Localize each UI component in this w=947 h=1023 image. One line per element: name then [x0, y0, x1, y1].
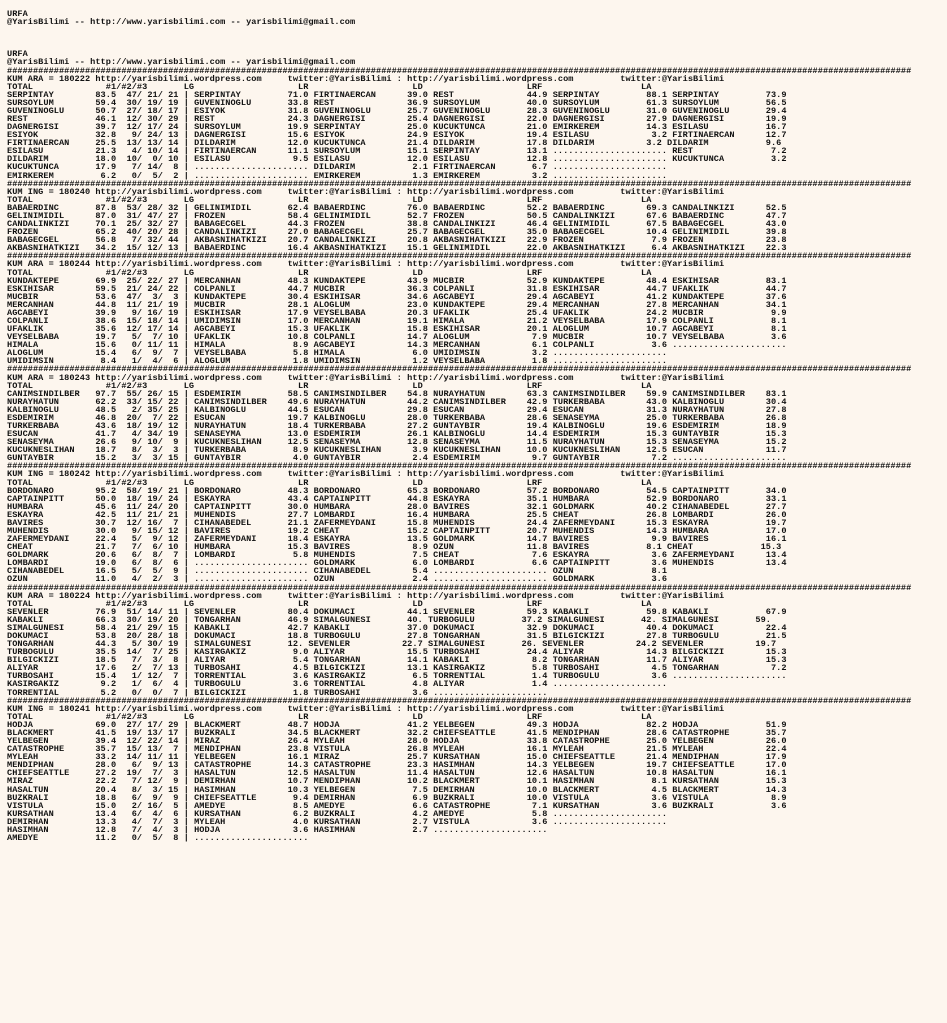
text-line: ESIYOK 32.8 9/ 24/ 13 | DAGNERGISI 15.6 ESIYOK 24.9 ESIYOK 19.4 ESILASU 3.2 FIRTINAERCAN 12.7	[7, 130, 787, 141]
text-line: GUVENINOGLU 50.7 27/ 18/ 17 | ESIYOK 31.8 GUVENINOGLU 25.7 GUVENINOGLU 28.3 GUVENINOGLU 31.0 GUVENINOGLU 29.4	[7, 105, 787, 116]
text-line: KUM ARA = 180224 http://yarisbilimi.wordpress.com twitter:@YarisBilimi : http://yarisbilimi.wordpress.com twitter:@YarisBilimi	[7, 590, 725, 601]
separator-line: ##############################################################################################################################################################################	[7, 65, 912, 76]
text-line: BAVIRES 30.7 12/ 16/ 7 | CIHANABEDEL 21.1 ZAFERMEYDANI 15.8 MUHENDIS 24.4 ZAFERMEYDANI 15.3 ESKAYRA 19.7	[7, 517, 787, 528]
text-line: MIRAZ 22.2 7/ 12/ 9 | DEMIRHAN 10.7 MENDIPHAN 10.2 BLACKMERT 10.1 HASIMHAN 8.1 KURSATHAN 15.3	[7, 776, 787, 787]
text-line: TOTAL #1/#2/#3 LG LR LD LRF LA	[7, 598, 652, 609]
text-line: TOTAL #1/#2/#3 LG LR LD LRF LA	[7, 711, 652, 722]
text-line: KALBINOGLU 48.5 2/ 35/ 25 | KALBINOGLU 44.5 ESUCAN 29.8 ESUCAN 29.4 ESUCAN 31.3 NURAYHATUN 27.8	[7, 404, 787, 415]
text-line	[7, 42, 945, 50]
text-line: TOTAL #1/#2/#3 LG LR LD LRF LA	[7, 194, 652, 205]
text-line: ALOGLUM 15.4 6/ 9/ 7 | VEYSELBABA 5.8 HIMALA 6.0 UMIDIMSIN 3.2 ......................	[7, 348, 668, 359]
separator-line: ##############################################################################################################################################################################	[7, 251, 912, 262]
separator-line: ##############################################################################################################################################################################	[7, 695, 912, 706]
race-analysis-document	[7, 10, 945, 842]
text-line: SURSOYLUM 59.4 30/ 19/ 19 | GUVENINOGLU 33.8 REST 36.9 SURSOYLUM 40.0 SURSOYLUM 61.3 SURSOYLUM 56.5	[7, 97, 787, 108]
text-line: UMIDIMSIN 8.4 1/ 4/ 6 | ALOGLUM 1.8 UMIDIMSIN 1.2 VEYSELBABA 1.8 ......................	[7, 356, 668, 367]
text-line: GELINIMIDIL 87.0 31/ 47/ 27 | FROZEN 58.4 GELINIMIDIL 52.7 FROZEN 50.5 CANDALINKIZI 67.6 BABAERDINC 47.7	[7, 210, 787, 221]
text-line: TURBOSAHI 15.4 1/ 12/ 7 | TORRENTIAL 3.6 KASIRGAKIZ 6.5 TORRENTIAL 1.4 TURBOGULU 3.6 ......................	[7, 671, 787, 682]
text-line: HODJA 69.0 27/ 17/ 29 | BLACKMERT 48.7 HODJA 41.2 YELBEGEN 49.3 HODJA 82.2 HODJA 51.9	[7, 719, 787, 730]
text-line: BORDONARO 95.2 58/ 19/ 21 | BORDONARO 48.3 BORDONARO 65.3 BORDONARO 57.2 BORDONARO 54.5 CAPTAINPITT 34.0	[7, 485, 787, 496]
separator-line: ##############################################################################################################################################################################	[7, 364, 912, 375]
text-line	[7, 26, 945, 34]
text-line: BILGICKIZI 18.5 7/ 3/ 8 | ALIYAR 5.4 TONGARHAN 14.1 KABAKLI 8.2 TONGARHAN 11.7 ALIYAR 15.3	[7, 655, 787, 666]
text-line: KUM ARA = 180222 http://yarisbilimi.wordpress.com twitter:@YarisBilimi : http://yarisbilimi.wordpress.com twitter:@YarisBilimi	[7, 73, 725, 84]
text-line: URFA	[7, 49, 28, 60]
text-line: @YarisBilimi -- http://www.yarisbilimi.com -- yarisbilimi@gmail.com	[7, 17, 356, 28]
text-line: KABAKLI 66.3 30/ 19/ 20 | TONGARHAN 46.9 SIMALGUNESI 40. TURBOGULU 37.2 SIMALGUNESI 42. SIMALGUNESI 59.	[7, 614, 771, 625]
text-line: FROZEN 65.2 40/ 20/ 28 | CANDALINKIZI 27.0 BABAGECGEL 25.7 BABAGECGEL 35.0 BABAGECGEL 10.4 GELINIMIDIL 39.8	[7, 227, 787, 238]
text-line: FIRTINAERCAN 25.5 13/ 13/ 14 | DILDARIM 12.0 KUCUKTUNCA 21.4 DILDARIM 17.8 DILDARIM 3.2 DILDARIM 9.6	[7, 138, 782, 149]
text-line: SIMALGUNESI 58.4 21/ 29/ 15 | KABAKLI 42.7 KABAKLI 37.0 DOKUMACI 32.9 DOKUMACI 40.4 DOKUMACI 22.4	[7, 622, 787, 633]
text-line: DAGNERGISI 39.7 12/ 17/ 24 | SURSOYLUM 19.9 SERPINTAY 25.0 KUCUKTUNCA 21.0 EMIRKEREM 14.3 ESILASU 16.7	[7, 122, 787, 133]
text-line: CANDALINKIZI 70.1 25/ 32/ 27 | BABAGECGEL 44.3 FROZEN 38.8 CANDALINKIZI 46.4 GELINIMIDIL 67.5 BABAGECGEL 43.0	[7, 219, 787, 230]
text-line: BLACKMERT 41.5 19/ 13/ 17 | BUZKRALI 34.5 BLACKMERT 32.2 CHIEFSEATTLE 41.5 MENDIPHAN 28.6 CATASTROPHE 35.7	[7, 727, 787, 738]
text-line: BUZKRALI 18.8 6/ 9/ 9 | CHIEFSEATTLE 9.4 DEMIRHAN 6.9 BUZKRALI 10.0 VISTULA 3.6 VISTULA 8.9	[7, 792, 787, 803]
text-line: LOMBARDI 19.0 6/ 8/ 6 | ...................... GOLDMARK 6.0 LOMBARDI 6.6 CAPTAINPITT 3.6 MUHENDIS 13.4	[7, 558, 787, 569]
text-line: TURBOGULU 35.5 14/ 7/ 25 | KASIRGAKIZ 9.0 ALIYAR 15.5 TURBOSAHI 24.4 ALIYAR 14.3 BILGICKIZI 15.3	[7, 647, 787, 658]
text-line: ESKAYRA 42.5 11/ 21/ 21 | MUHENDIS 27.7 LOMBARDI 16.4 HUMBARA 25.5 CHEAT 26.8 LOMBARDI 26.0	[7, 509, 787, 520]
text-line: TOTAL #1/#2/#3 LG LR LD LRF LA	[7, 81, 652, 92]
text-line: GOLDMARK 20.6 6/ 8/ 7 | LOMBARDI 5.8 MUHENDIS 7.5 CHEAT 7.6 ESKAYRA 3.6 ZAFERMEYDANI 13.4	[7, 550, 787, 561]
text-line: KUM ARA = 180243 http://yarisbilimi.wordpress.com twitter:@YarisBilimi : http://yarisbilimi.wordpress.com twitter:@YarisBilimi	[7, 372, 725, 383]
text-line: CAPTAINPITT 50.0 18/ 19/ 24 | ESKAYRA 43.4 CAPTAINPITT 44.8 ESKAYRA 35.1 HUMBARA 52.9 BORDONARO 33.1	[7, 493, 787, 504]
text-line: YELBEGEN 39.4 12/ 22/ 14 | MIRAZ 26.4 MYLEAH 28.0 HODJA 33.8 CATASTROPHE 25.0 YELBEGEN 26.0	[7, 736, 787, 747]
text-line: COLPANLI 38.6 15/ 18/ 14 | UMIDIMSIN 17.0 MERCANHAN 19.1 HIMALA 21.2 VEYSELBABA 17.9 COLPANLI 8.1	[7, 315, 787, 326]
text-line: BABAGECGEL 56.8 7/ 32/ 44 | AKBASNIHATKIZI 20.7 CANDALINKIZI 20.8 AKBASNIHATKIZI 22.9 FROZEN 7.9 FROZEN 23.8	[7, 235, 787, 246]
text-line: CIHANABEDEL 16.5 5/ 5/ 9 | ...................... CIHANABEDEL 5.4 ...................... OZUN 8.1	[7, 566, 668, 577]
text-line: MUHENDIS 30.0 9/ 15/ 12 | BAVIRES 19.2 CHEAT 15.2 CAPTAINPITT 20.7 MUHENDIS 14.3 HUMBARA 17.0	[7, 526, 787, 536]
text-line: MYLEAH 33.2 14/ 11/ 11 | YELBEGEN 16.1 MIRAZ 25.7 KURSATHAN 15.0 CHIEFSEATTLE 21.4 MENDIPHAN 17.9	[7, 752, 787, 763]
text-line: URFA	[7, 10, 28, 19]
text-line: KUM ARA = 180244 http://yarisbilimi.wordpress.com twitter:@YarisBilimi : http://yarisbilimi.wordpress.com twitter:@YarisBilimi	[7, 259, 725, 270]
separator-line: ##############################################################################################################################################################################	[7, 582, 912, 593]
text-line: VISTULA 15.0 2/ 16/ 5 | AMEDYE 8.5 AMEDYE 6.6 CATASTROPHE 7.1 KURSATHAN 3.6 BUZKRALI 3.6	[7, 800, 787, 811]
text-line: TURKERBABA 43.6 18/ 19/ 12 | NURAYHATUN 18.4 TURKERBABA 27.2 GUNTAYBIR 19.4 KALBINOGLU 19.6 ESDEMIRIM 18.9	[7, 420, 787, 431]
text-line: EMIRKEREM 6.2 0/ 5/ 2 | ...................... EMIRKEREM 1.3 EMIRKEREM 3.2 ......................	[7, 170, 668, 181]
text-line: DILDARIM 18.0 10/ 0/ 10 | ESILASU 9.5 ESILASU 12.0 ESILASU 12.8 ...................... KUCUKTUNCA 3.2	[7, 154, 787, 165]
text-line: HASIMHAN 12.8 7/ 4/ 3 | HODJA 3.6 HASIMHAN 2.7 ......................	[7, 824, 548, 835]
text-line: SEVENLER 76.9 51/ 14/ 11 | SEVENLER 80.4 DOKUMACI 44.1 SEVENLER 59.3 KABAKLI 59.8 KABAKLI 67.9	[7, 606, 787, 617]
text-line: HUMBARA 45.6 11/ 24/ 20 | CAPTAINPITT 30.0 HUMBARA 28.0 BAVIRES 32.1 GOLDMARK 40.2 CIHANABEDEL 27.7	[7, 501, 787, 512]
separator-line: ##############################################################################################################################################################################	[7, 461, 912, 472]
text-line: CANIMSINDILBER 97.7 55/ 26/ 15 | ESDEMIRIM 58.5 CANIMSINDILBER 54.8 NURAYHATUN 63.3 CANIMSINDILBER 59.9 CANIMSINDILBER 83.1	[7, 388, 787, 399]
text-line: HASALTUN 20.4 8/ 3/ 15 | HASIMHAN 10.3 YELBEGEN 7.5 DEMIRHAN 10.0 BLACKMERT 4.5 BLACKMERT 14.3	[7, 784, 787, 795]
text-line: KUM ING = 180241 http://yarisbilimi.wordpress.com twitter:@YarisBilimi : http://yarisbilimi.wordpress.com twitter:@YarisBilimi	[7, 703, 725, 714]
text-line: UFAKLIK 35.6 12/ 17/ 14 | AGCABEYI 15.3 UFAKLIK 15.8 ESKIHISAR 20.1 ALOGLUM 10.7 AGCABEYI 8.1	[7, 324, 787, 335]
text-line: KURSATHAN 13.4 6/ 4/ 6 | KURSATHAN 6.2 BUZKRALI 4.2 AMEDYE 5.8 ......................	[7, 808, 668, 819]
text-line: TOTAL #1/#2/#3 LG LR LD LRF LA	[7, 267, 652, 278]
text-line: @YarisBilimi -- http://www.yarisbilimi.com -- yarisbilimi@gmail.com	[7, 57, 356, 68]
text-line: AKBASNIHATKIZI 34.2 15/ 12/ 13 | BABAERDINC 16.4 AKBASNIHATKIZI 15.1 GELINIMIDIL 22.0 AKBASNIHATKIZI 6.4 AKBASNIHATKIZI 22.3	[7, 243, 787, 254]
text-line: MENDIPHAN 28.0 6/ 9/ 13 | CATASTROPHE 14.3 CATASTROPHE 23.3 HASIMHAN 14.3 YELBEGEN 19.7 CHIEFSEATTLE 17.0	[7, 760, 787, 771]
text-line: TONGARHAN 44.3 5/ 30/ 19 | SIMALGUNESI 12. SEVENLER 22.7 SIMALGUNESI 26. SEVENLER 24.2 SEVENLER 19.7	[7, 639, 777, 650]
text-line: TOTAL #1/#2/#3 LG LR LD LRF LA	[7, 477, 652, 488]
text-line: AMEDYE 11.2 0/ 5/ 8 | ......................	[7, 832, 309, 843]
text-line: TOTAL #1/#2/#3 LG LR LD LRF LA	[7, 380, 652, 391]
separator-line: ##############################################################################################################################################################################	[7, 178, 912, 189]
text-line: KUM ING = 180240 http://yarisbilimi.wordpress.com twitter:@YarisBilimi : http://yarisbilimi.wordpress.com twitter:@YarisBilimi	[7, 186, 725, 197]
text-line: TORRENTIAL 5.2 0/ 0/ 7 | BILGICKIZI 1.8 TURBOSAHI 3.6 ......................	[7, 687, 548, 698]
text-line: VEYSELBABA 19.7 5/ 7/ 10 | UFAKLIK 10.8 COLPANLI 14.7 ALOGLUM 7.9 MUCBIR 10.7 VEYSELBABA 3.6	[7, 332, 787, 343]
text-line: SENASEYMA 26.6 9/ 10/ 9 | KUCUKNESLIHAN 12.5 SENASEYMA 12.8 SENASEYMA 11.5 NURAYHATUN 15.3 SENASEYMA 15.2	[7, 437, 787, 448]
text-line: ESUCAN 41.7 4/ 34/ 19 | SENASEYMA 13.0 ESDEMIRIM 26.1 KALBINOGLU 14.4 ESDEMIRIM 15.3 GUNTAYBIR 15.3	[7, 429, 787, 440]
text-line: HIMALA 15.6 0/ 11/ 11 | HIMALA 8.9 AGCABEYI 14.3 MERCANHAN 6.1 COLPANLI 3.6 ......................	[7, 340, 787, 351]
text-line: SERPINTAY 83.5 47/ 21/ 21 | SERPINTAY 71.0 FIRTINAERCAN 39.0 REST 44.9 SERPINTAY 88.1 SERPINTAY 73.9	[7, 89, 787, 100]
text-line: BABAERDINC 87.8 53/ 28/ 32 | GELINIMIDIL 62.4 BABAERDINC 76.0 BABAERDINC 52.2 BABAERDINC 69.3 CANDALINKIZI 52.5	[7, 202, 787, 213]
text-line: DOKUMACI 53.8 20/ 28/ 18 | DOKUMACI 18.8 TURBOGULU 27.8 TONGARHAN 31.5 BILGICKIZI 27.8 TURBOGULU 21.5	[7, 631, 787, 642]
text-line: CHEAT 21.7 7/ 6/ 10 | HUMBARA 15.3 BAVIRES 8.9 OZUN 11.8 BAVIRES 8.1 CHEAT 15.3	[7, 542, 782, 553]
text-line: KUCUKNESLIHAN 18.7 8/ 3/ 3 | TURKERBABA 8.9 KUCUKNESLIHAN 3.9 KUCUKNESLIHAN 10.0 KUCUKNESLIHAN 12.5 ESUCAN 11.7	[7, 445, 787, 456]
text-line: CATASTROPHE 35.7 15/ 13/ 7 | MENDIPHAN 23.8 VISTULA 26.8 MYLEAH 16.1 MYLEAH 21.5 MYLEAH 22.4	[7, 744, 787, 755]
text-line: MUCBIR 53.6 47/ 3/ 3 | KUNDAKTEPE 30.4 ESKIHISAR 34.6 AGCABEYI 29.4 AGCABEYI 41.2 KUNDAKTEPE 37.6	[7, 291, 787, 302]
text-line: OZUN 11.0 4/ 2/ 3 | ...................... OZUN 2.4 ...................... GOLDMARK 3.6	[7, 574, 668, 585]
text-line	[7, 34, 945, 42]
text-line: ZAFERMEYDANI 22.4 5/ 9/ 12 | ZAFERMEYDANI 18.4 ESKAYRA 13.5 GOLDMARK 14.7 BAVIRES 9.9 BAVIRES 16.1	[7, 534, 787, 545]
text-line: ESKIHISAR 59.5 21/ 24/ 22 | COLPANLI 44.7 MUCBIR 36.3 COLPANLI 31.8 ESKIHISAR 44.7 UFAKLIK 44.7	[7, 283, 787, 294]
text-line: KUNDAKTEPE 69.9 25/ 22/ 27 | MERCANHAN 48.3 KUNDAKTEPE 43.9 MUCBIR 52.9 KUNDAKTEPE 48.4 ESKIHISAR 83.1	[7, 275, 787, 286]
text-line: ESDEMIRIM 46.8 20/ 7/ 22 | ESUCAN 19.7 KALBINOGLU 28.0 TURKERBABA 28.6 SENASEYMA 25.0 TURKERBABA 26.8	[7, 412, 787, 423]
text-line: NURAYHATUN 62.2 33/ 15/ 22 | CANIMSINDILBER 49.6 NURAYHATUN 44.2 CANIMSINDILBER 42.9 TURKERBABA 43.0 KALBINOGLU 30.4	[7, 396, 787, 407]
text-line: REST 46.1 12/ 30/ 29 | REST 24.3 DAGNERGISI 25.4 DAGNERGISI 22.0 DAGNERGISI 27.9 DAGNERGISI 19.9	[7, 114, 787, 125]
text-line: ALIYAR 17.6 2/ 7/ 13 | TURBOSAHI 4.5 BILGICKIZI 13.1 KASIRGAKIZ 5.8 TURBOSAHI 4.5 TONGARHAN 7.2	[7, 663, 787, 674]
text-line: MERCANHAN 44.8 11/ 21/ 19 | MUCBIR 28.1 ALOGLUM 23.0 KUNDAKTEPE 29.4 MERCANHAN 27.8 MERCANHAN 34.1	[7, 299, 787, 310]
text-line: CHIEFSEATTLE 27.2 19/ 7/ 3 | HASALTUN 12.5 HASALTUN 11.4 HASALTUN 12.6 HASALTUN 10.8 HASALTUN 16.1	[7, 768, 787, 779]
text-line: DEMIRHAN 13.3 4/ 7/ 3 | MYLEAH 4.0 KURSATHAN 2.7 VISTULA 3.6 ......................	[7, 816, 668, 827]
text-line: ESILASU 21.3 4/ 10/ 14 | FIRTINAERCAN 11.1 SURSOYLUM 15.1 SERPINTAY 13.1 ...................... REST 7.2	[7, 146, 787, 157]
text-line: GUNTAYBIR 15.2 3/ 3/ 15 | GUNTAYBIR 4.0 GUNTAYBIR 2.4 ESDEMIRIM 9.7 GUNTAYBIR 7.2 ......................	[7, 453, 787, 464]
text-line: KUM ING = 180242 http://yarisbilimi.wordpress.com twitter:@YarisBilimi : http://yarisbilimi.wordpress.com twitter:@YarisBilimi	[7, 469, 725, 480]
text-line: AGCABEYI 39.9 9/ 16/ 19 | ESKIHISAR 17.9 VEYSELBABA 20.3 UFAKLIK 25.4 UFAKLIK 24.2 MUCBIR 9.9	[7, 307, 787, 318]
text-line: KUCUKTUNCA 17.9 7/ 14/ 8 | ...................... DILDARIM 2.1 FIRTINAERCAN 6.7 ......................	[7, 162, 668, 173]
text-line: KASIRGAKIZ 9.2 1/ 6/ 4 | TURBOGULU 3.6 TORRENTIAL 4.8 ALIYAR 1.4 ......................	[7, 679, 668, 690]
